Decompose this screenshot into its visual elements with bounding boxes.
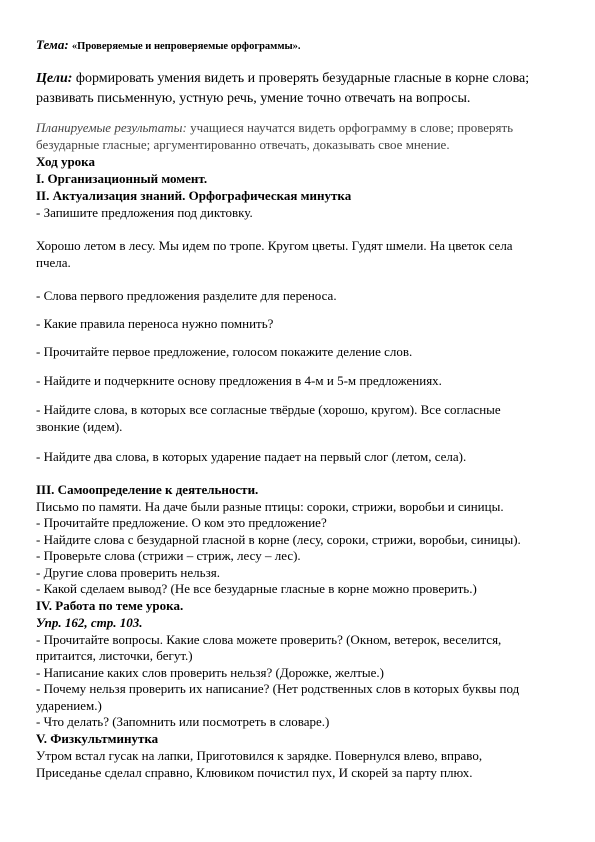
lesson-course-heading: Ход урока: [36, 154, 95, 169]
topic-label: Тема:: [36, 37, 69, 52]
section-2-part-2: . Орфографическая минутка: [182, 188, 352, 203]
goals-label: Цели:: [36, 71, 73, 86]
goals-text-1: формировать умения видеть и проверять безударные гласные в корне слова;: [72, 71, 530, 86]
section-4-line: - Что делать? (Запомнить или посмотреть в словаре.): [36, 714, 330, 729]
planned-line-1: [36, 120, 566, 136]
section-5-heading: V. Физкультминутка: [36, 731, 159, 746]
topic-line: [36, 37, 566, 55]
task-line: - Какие правила переноса нужно помнить?: [36, 316, 274, 331]
section-4-heading: IV. Работа по теме урока.: [36, 598, 184, 613]
section-2-part-1: II. Актуализация знаний: [36, 188, 183, 203]
task-line: звонкие (идем).: [36, 419, 123, 434]
section-4-line: - Почему нельзя проверить их написание? (Нет родственных слов в которых буквы под: [36, 681, 520, 696]
section-4-line: притаится, листочки, бегут.): [36, 648, 193, 663]
planned-text-1: учащиеся научатся видеть орфограмму в слове; проверять: [186, 120, 514, 135]
goals-line-1: [36, 70, 566, 88]
section-2-heading: [36, 188, 566, 204]
task-line: - Найдите два слова, в которых ударение падает на первый слог (летом, села).: [36, 449, 467, 464]
section-1-heading: I. Организационный момент.: [36, 171, 208, 186]
task-line: - Слова первого предложения разделите для переноса.: [36, 288, 337, 303]
section-4-line: - Написание каких слов проверить нельзя? (Дорожке, желтые.): [36, 665, 385, 680]
section-4-line: - Прочитайте вопросы. Какие слова можете проверить? (Окном, ветерок, веселится,: [36, 632, 502, 647]
section-3-line: - Какой сделаем вывод? (Не все безударные гласные в корне можно проверить.): [36, 581, 477, 596]
topic-text: «Проверяемые и непроверяемые орфограммы».: [71, 41, 301, 52]
section-3-line: - Прочитайте предложение. О ком это предложение?: [36, 515, 327, 530]
goals-line-2: развивать письменную, устную речь, умение точно отвечать на вопросы.: [36, 91, 471, 106]
section-5-line: Утром встал гусак на лапки, Приготовился к зарядке. Повернулся влево, вправо,: [36, 748, 483, 763]
section-3-heading: III. Самоопределение к деятельности.: [36, 482, 259, 497]
section-3-line: - Проверьте слова (стрижи – стриж, лесу – лес).: [36, 548, 301, 563]
dictation-instruction: - Запишите предложения под диктовку.: [36, 205, 253, 220]
section-3-line: Письмо по памяти. На даче были разные птицы: сороки, стрижи, воробьи и синицы.: [36, 499, 504, 514]
section-3-line: - Другие слова проверить нельзя.: [36, 565, 220, 580]
planned-line-2: безударные гласные; аргументированно отвечать, доказывать свое мнение.: [36, 137, 450, 152]
dictation-text-2: пчела.: [36, 255, 71, 270]
section-5-line: Приседанье сделал справно, Клювиком почистил пух, И скорей за парту плюх.: [36, 765, 473, 780]
dictation-text-1: Хорошо летом в лесу. Мы идем по тропе. Кругом цветы. Гудят шмели. На цветок села: [36, 238, 513, 253]
task-line: - Найдите и подчеркните основу предложения в 4-м и 5-м предложениях.: [36, 373, 442, 388]
task-line: - Прочитайте первое предложение, голосом покажите деление слов.: [36, 344, 413, 359]
section-4-line: ударением.): [36, 698, 102, 713]
section-3-line: - Найдите слова с безударной гласной в корне (лесу, сороки, стрижи, воробьи, синицы).: [36, 532, 521, 547]
task-line: - Найдите слова, в которых все согласные твёрдые (хорошо, кругом). Все согласные: [36, 402, 501, 417]
planned-label: Планируемые результаты:: [36, 120, 187, 135]
exercise-ref: Упр. 162, стр. 103.: [36, 615, 143, 630]
